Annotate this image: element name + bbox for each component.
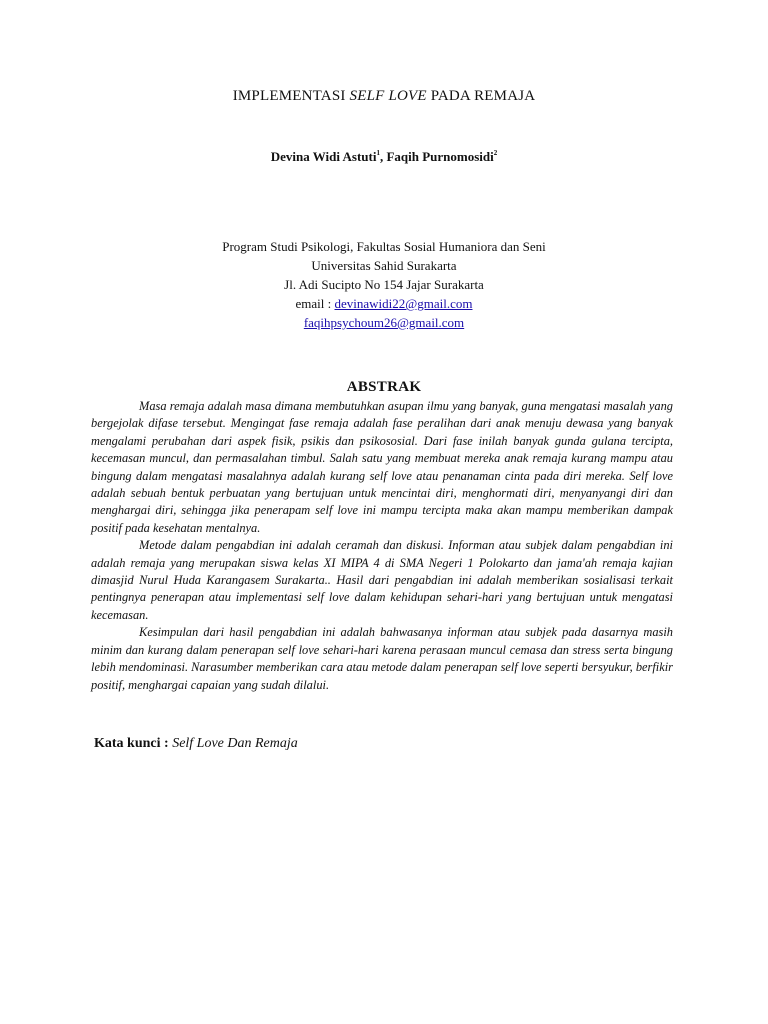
email-link-1[interactable]: devinawidi22@gmail.com xyxy=(334,296,473,311)
abstract-paragraph-3: Kesimpulan dari hasil pengabdian ini adalah bahwasanya informan atau subjek pada dasarnya masih minim dan kurang dalam penerapan self love sehari-hari karena perasaan muncul cemasa dan stress serta bingung lebih mendominasi. Narasumber memberikan cara atau metode dalam penerapan self love seperti bersyukur, berfikir positif, menghargai capaian yang sudah dilalui. xyxy=(91,625,673,692)
affiliation-university: Universitas Sahid Surakarta xyxy=(311,258,457,273)
title-italic: SELF LOVE xyxy=(349,88,427,104)
affiliation-address: Jl. Adi Sucipto No 154 Jajar Surakarta xyxy=(284,277,484,292)
email-link-2[interactable]: faqihpsychoum26@gmail.com xyxy=(303,315,465,330)
paper-title xyxy=(0,88,768,105)
author-separator: , xyxy=(379,149,387,164)
author-line xyxy=(0,149,768,165)
email-line xyxy=(0,294,768,313)
email-line-2 xyxy=(0,313,768,332)
affiliation-block xyxy=(0,237,768,332)
author-1-affil-mark: 1 xyxy=(376,149,380,157)
title-suffix: PADA REMAJA xyxy=(426,88,536,104)
author-2: Faqih Purnomosidi xyxy=(386,149,494,164)
affiliation-program: Program Studi Psikologi, Fakultas Sosial Humaniora dan Seni xyxy=(222,239,546,254)
abstract-paragraph-2: Metode dalam pengabdian ini adalah ceramah dan diskusi. Informan atau subjek dalam pengabdian ini adalah remaja yang merupakan siswa kelas XI MIPA 4 di SMA Negeri 1 Polokarto dan jama'ah remaja kajian dimasjid Nurul Huda Karangasem Surakarta.. Hasil dari pengabdian ini adalah memberikan sosialisasi terkait pentingnya penerapan atau implementasi self love dalam kehidupan sehari-hari yang bertujuan untuk mengatasi kecemasan. xyxy=(91,538,673,622)
author-1: Devina Widi Astuti xyxy=(270,149,377,164)
keywords-label: Kata kunci : xyxy=(94,736,173,751)
title-prefix: IMPLEMENTASI xyxy=(232,88,350,104)
keywords-value: Self Love Dan Remaja xyxy=(172,736,298,751)
abstract-body xyxy=(91,398,673,694)
keywords-line xyxy=(94,736,298,752)
email-label: email : xyxy=(295,296,335,311)
author-2-affil-mark: 2 xyxy=(493,149,498,157)
abstract-heading: ABSTRAK xyxy=(346,379,422,395)
abstract-paragraph-1: Masa remaja adalah masa dimana membutuhkan asupan ilmu yang banyak, guna mengatasi masalah yang bergejolak difase tersebut. Mengingat fase remaja adalah fase peralihan dari anak menuju dewasa yang banyak mengalami perubahan dari aspek fisik, psikis dan psikososial. Dari fase inilah banyak gunda gulana tercipta, kecemasan muncul, dan permasalahan timbul. Salah satu yang membuat mereka anak remaja kurang mampu atau bingung dalam mengatasi masalahnya adalah kurang self love atau penanaman cinta pada diri mereka. Self love adalah sebuah bentuk perbuatan yang bertujuan untuk mencintai diri, menghormati diri, menyanyangi diri dan menghargai diri, sehingga jika penerapam self love ini mampu tercipta maka akan mampu memberikan dampak positif pada kesehatan mentalnya. xyxy=(91,399,673,535)
